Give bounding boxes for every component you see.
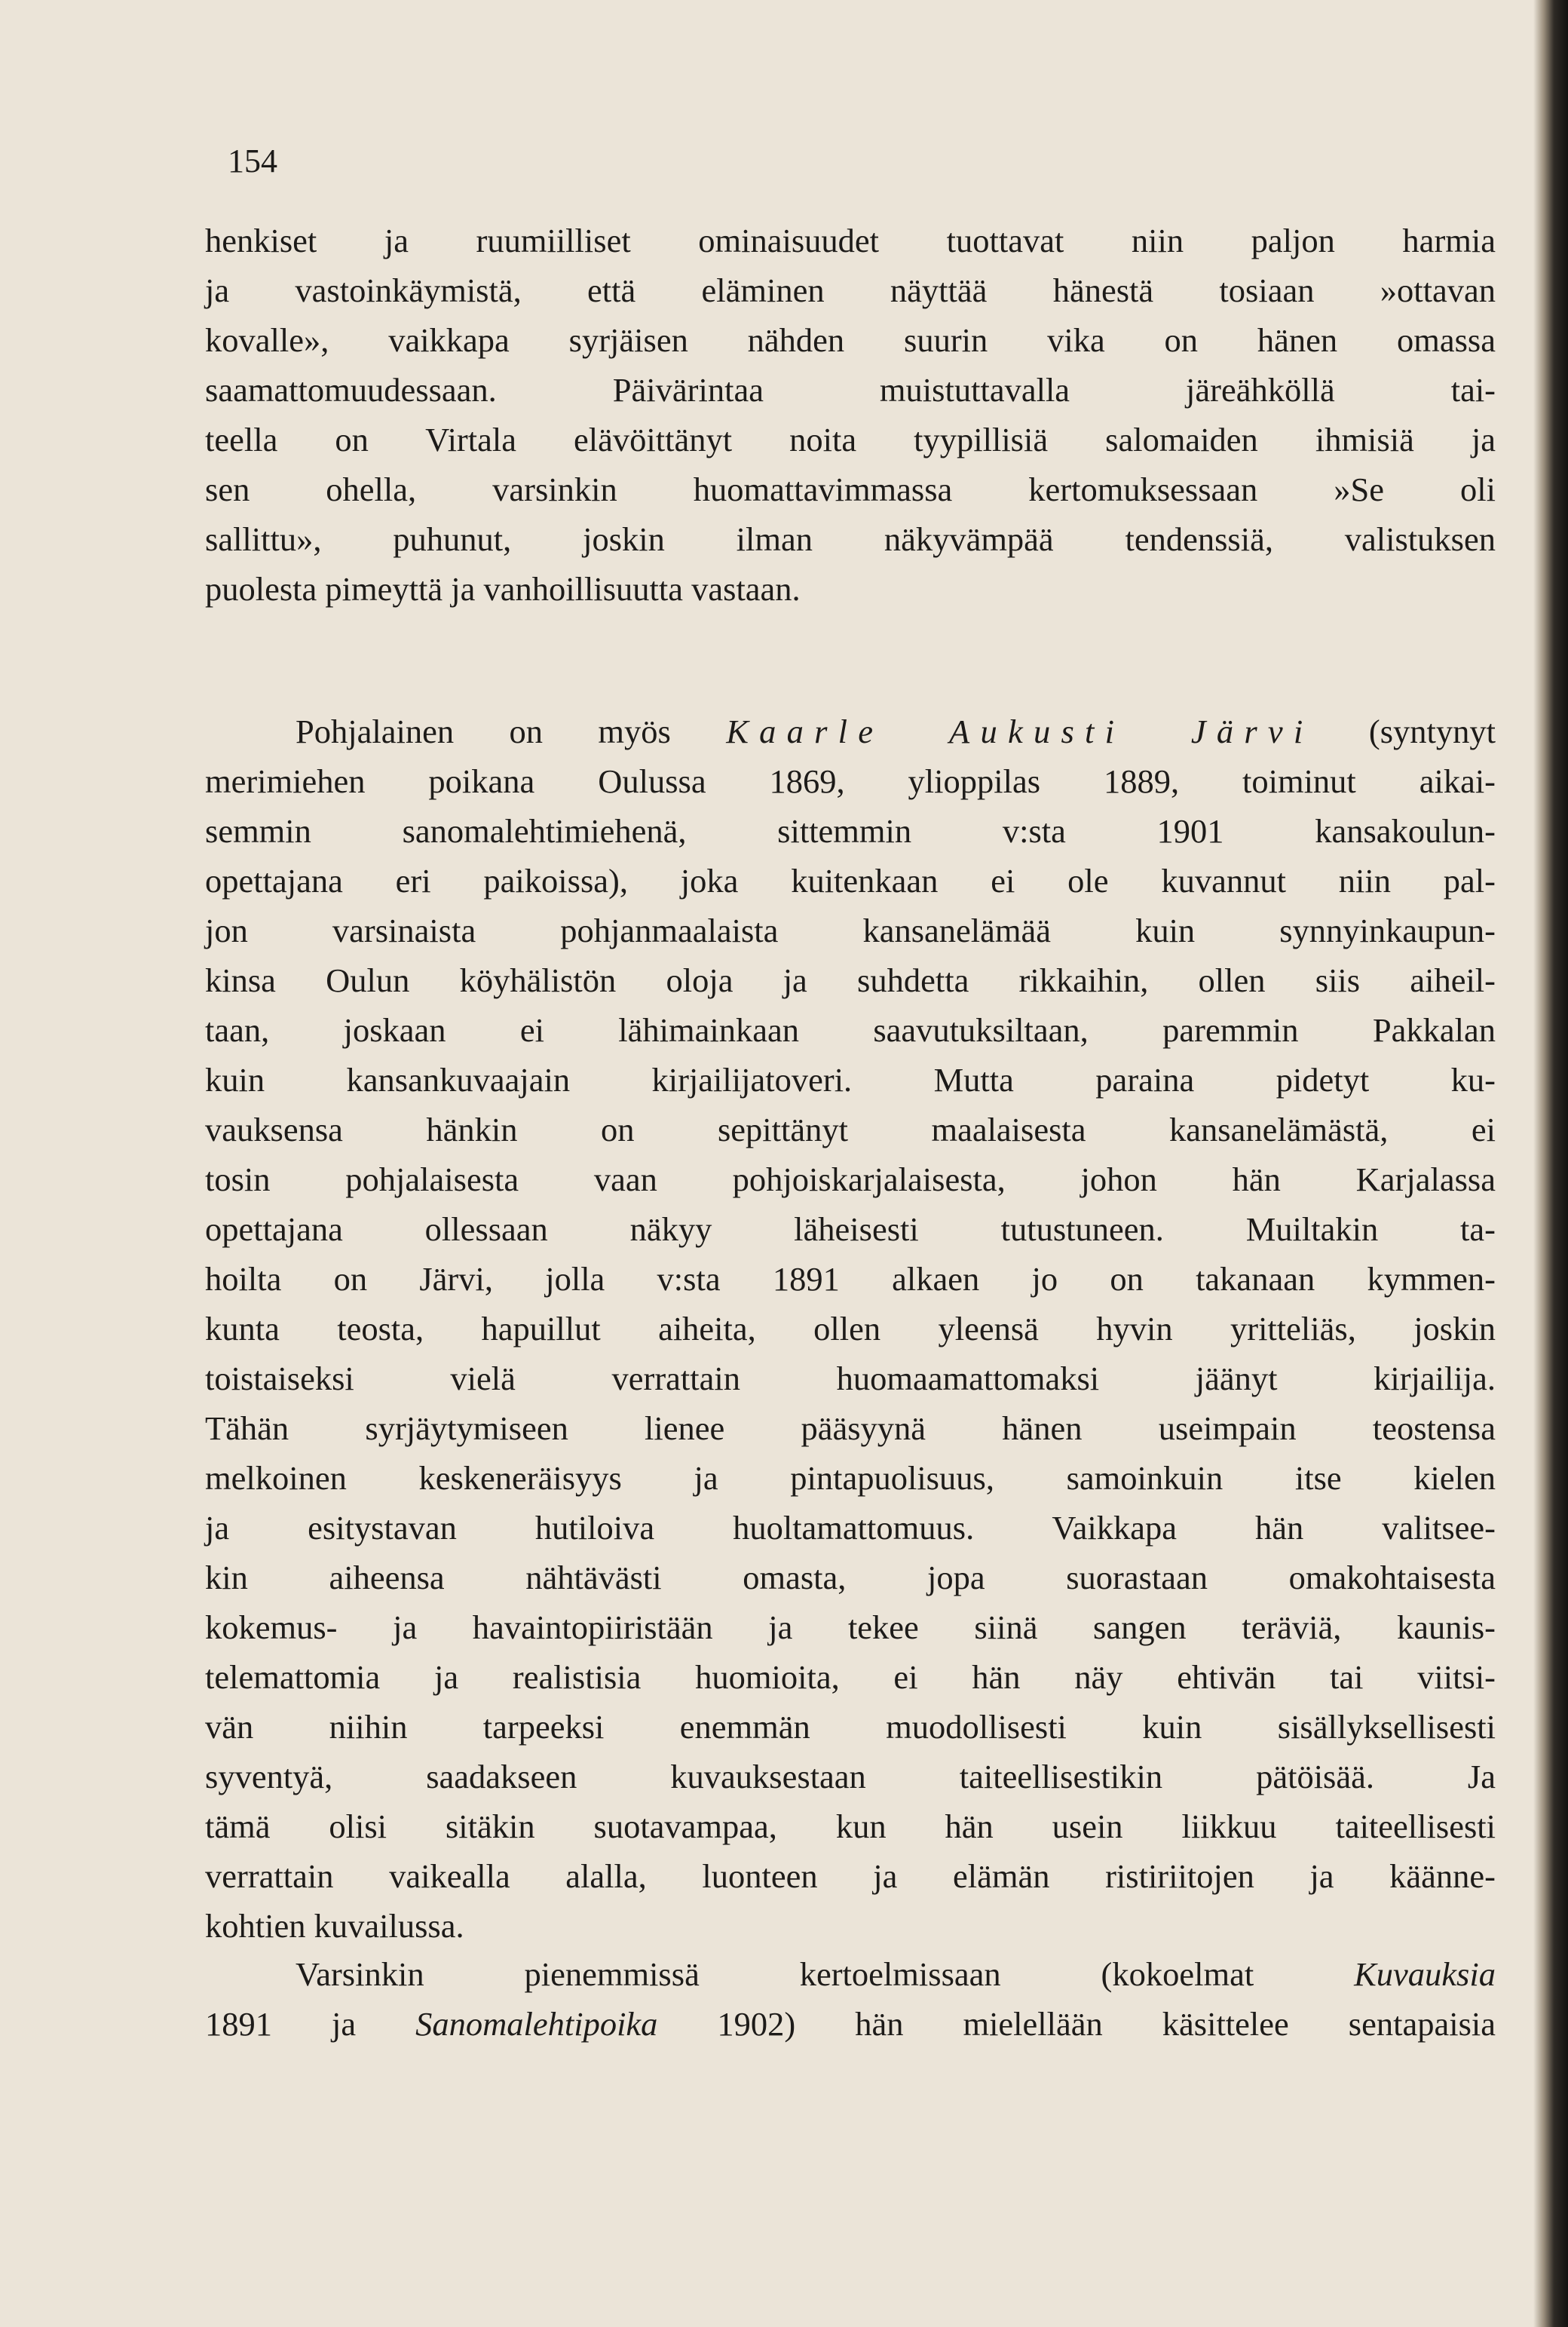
page-number: 154	[228, 143, 277, 179]
text-line: teella on Virtala elävöittänyt noita tyypillisiä salomaiden ihmisiä ja	[205, 421, 1496, 458]
text-line: semmin sanomalehtimiehenä, sittemmin v:sta 1901 kansakoulun-	[205, 812, 1496, 850]
text-line: kovalle», vaikkapa syrjäisen nähden suurin vika on hänen omassa	[205, 321, 1496, 359]
text-line: hoilta on Järvi, jolla v:sta 1891 alkaen jo on takanaan kymmen-	[205, 1260, 1496, 1298]
page-edge-shadow	[1533, 0, 1568, 2327]
text-run: Pohjalainen on myös	[296, 713, 727, 750]
text-line: verrattain vaikealla alalla, luonteen ja elämän ristiriitojen ja käänne-	[205, 1857, 1496, 1895]
text-line: saamattomuudessaan. Päivärintaa muistuttavalla järeähköllä tai-	[205, 371, 1496, 409]
text-line: kokemus- ja havaintopiiristään ja tekee siinä sangen teräviä, kaunis-	[205, 1608, 1496, 1646]
text-line: toistaiseksi vielä verrattain huomaamattomaksi jäänyt kirjailija.	[205, 1360, 1496, 1397]
text-line: opettajana ollessaan näkyy läheisesti tutustuneen. Muiltakin ta-	[205, 1210, 1496, 1248]
text-run: (syntynyt	[1313, 713, 1496, 750]
paragraph-2	[205, 707, 1496, 1951]
text-line	[205, 707, 1496, 756]
text-run: 1902) hän mielellään käsittelee sentapaisia	[657, 2005, 1496, 2043]
text-line: tosin pohjalaisesta vaan pohjoiskarjalaisesta, johon hän Karjalassa	[205, 1160, 1496, 1198]
text-line: sen ohella, varsinkin huomattavimmassa kertomuksessaan »Se oli	[205, 471, 1496, 508]
text-line: kinsa Oulun köyhälistön oloja ja suhdetta rikkaihin, ollen siis aiheil-	[205, 961, 1496, 999]
text-line: henkiset ja ruumiilliset ominaisuudet tuottavat niin paljon harmia	[205, 222, 1496, 259]
text-line	[205, 1949, 1496, 1999]
text-line: ja esitystavan hutiloiva huoltamattomuus. Vaikkapa hän valitsee-	[205, 1509, 1496, 1547]
text-line: Tähän syrjäytymiseen lienee pääsyynä hänen useimpain teostensa	[205, 1409, 1496, 1447]
text-line: opettajana eri paikoissa), joka kuitenkaan ei ole kuvannut niin pal-	[205, 862, 1496, 900]
text-run: Varsinkin pienemmissä kertoelmissaan (kokoelmat	[296, 1955, 1355, 1993]
text-line	[205, 1999, 1496, 2049]
text-line: kunta teosta, hapuillut aiheita, ollen yleensä hyvin yritteliäs, joskin	[205, 1310, 1496, 1347]
text-line: taan, joskaan ei lähimainkaan saavutuksiltaan, paremmin Pakkalan	[205, 1011, 1496, 1049]
book-title: Sanomalehtipoika	[415, 2005, 658, 2043]
paragraph-3	[205, 1949, 1496, 2049]
text-line: kohtien kuvailussa.	[205, 1907, 464, 1945]
text-line: puolesta pimeyttä ja vanhoillisuutta vastaan.	[205, 570, 801, 608]
text-line: melkoinen keskeneräisyys ja pintapuolisuus, samoinkuin itse kielen	[205, 1459, 1496, 1497]
text-line: kuin kansankuvaajain kirjailijatoveri. Mutta paraina pidetyt ku-	[205, 1061, 1496, 1099]
text-line: tämä olisi sitäkin suotavampaa, kun hän usein liikkuu taiteellisesti	[205, 1807, 1496, 1845]
text-line: jon varsinaista pohjanmaalaista kansanelämää kuin synnyinkaupun-	[205, 912, 1496, 949]
text-line: syventyä, saadakseen kuvauksestaan taiteellisestikin pätöisää. Ja	[205, 1758, 1496, 1795]
text-line: sallittu», puhunut, joskin ilman näkyvämpää tendenssiä, valistuksen	[205, 520, 1496, 558]
text-line: ja vastoinkäymistä, että eläminen näyttää hänestä tosiaan »ottavan	[205, 271, 1496, 309]
text-line: kin aiheensa nähtävästi omasta, jopa suorastaan omakohtaisesta	[205, 1559, 1496, 1596]
text-line: vauksensa hänkin on sepittänyt maalaisesta kansanelämästä, ei	[205, 1111, 1496, 1148]
text-line: merimiehen poikana Oulussa 1869, ylioppilas 1889, toiminut aikai-	[205, 762, 1496, 800]
text-line: telemattomia ja realistisia huomioita, ei hän näy ehtivän tai viitsi-	[205, 1658, 1496, 1696]
text-line: vän niihin tarpeeksi enemmän muodollisesti kuin sisällyksellisesti	[205, 1708, 1496, 1746]
book-title: Kuvauksia	[1354, 1955, 1496, 1993]
paragraph-1	[205, 216, 1496, 614]
author-name: Kaarle Aukusti Järvi	[726, 713, 1314, 750]
text-run: 1891 ja	[205, 2005, 416, 2043]
